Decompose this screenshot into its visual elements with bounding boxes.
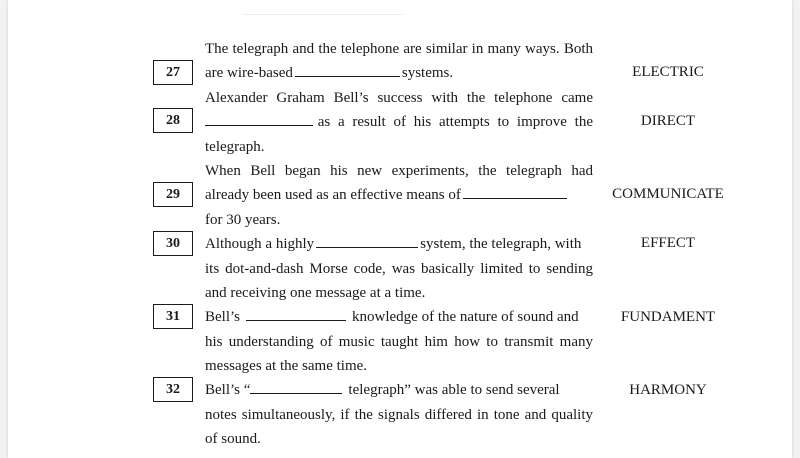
item-32-text-before-gap: Bell’s “ [205,382,251,398]
item-30-keyword: EFFECT [640,235,696,251]
item-29-line-2 [205,186,569,204]
scan-artifact-line [243,14,403,15]
item-31-text-before-gap: Bell’s [205,309,241,325]
item-28-answer-blank[interactable] [205,113,313,126]
item-28-line-3: telegraph. [205,139,265,155]
item-30-line-2: its dot-and-dash Morse code, was basically limited to sending [205,261,593,277]
item-31-line-1 [205,308,579,326]
item-30-line-3: and receiving one message at a time. [205,285,426,301]
worksheet-page [8,0,792,458]
item-32-answer-blank[interactable] [250,381,342,394]
item-27-text-after-gap: systems. [401,65,454,81]
item-30-line-1 [205,235,581,253]
item-32-line-1 [205,381,560,399]
item-31-line-2: his understanding of music taught him how to transmit many [205,334,593,350]
item-32-keyword: HARMONY [629,382,707,398]
item-28-keyword: DIRECT [640,113,696,129]
item-32-number-box: 32 [153,377,193,402]
item-27-line-1: The telegraph and the telephone are similar in many ways. Both [205,41,593,57]
item-29-text-before-gap: already been used as an effective means of [205,187,461,203]
item-29-keyword: COMMUNICATE [612,186,724,202]
item-28-line-2 [205,113,593,131]
item-28-text-after-gap: as a result of his attempts to improve the [317,114,593,130]
item-27-answer-blank[interactable] [295,64,400,77]
item-29-answer-blank[interactable] [463,186,567,199]
item-27-keyword: ELECTRIC [632,64,704,80]
item-29-line-1: When Bell began his new experiments, the telegraph had [205,163,593,179]
item-27-line-2 [205,64,453,82]
item-28-line-1: Alexander Graham Bell’s success with the telephone came [205,90,593,106]
item-31-text-after-gap: knowledge of the nature of sound and [352,309,579,325]
item-27-number-box: 27 [153,60,193,85]
item-31-keyword: FUNDAMENT [620,309,716,325]
item-30-number-box: 30 [153,231,193,256]
item-29-line-3: for 30 years. [205,212,281,228]
item-32-line-2: notes simultaneously, if the signals differed in tone and quality [205,407,593,423]
item-32-line-3: of sound. [205,431,261,447]
item-31-line-3: messages at the same time. [205,358,368,374]
item-31-answer-blank[interactable] [246,308,346,321]
item-28-number-box: 28 [153,108,193,133]
item-30-text-after-gap: system, the telegraph, with [420,236,582,252]
item-32-text-after-gap: telegraph” was able to send several [348,382,560,398]
item-31-number-box: 31 [153,304,193,329]
item-30-text-before-gap: Although a highly [205,236,315,252]
item-29-number-box: 29 [153,182,193,207]
item-27-text-before-gap: are wire-based [205,65,293,81]
item-30-answer-blank[interactable] [316,235,418,248]
